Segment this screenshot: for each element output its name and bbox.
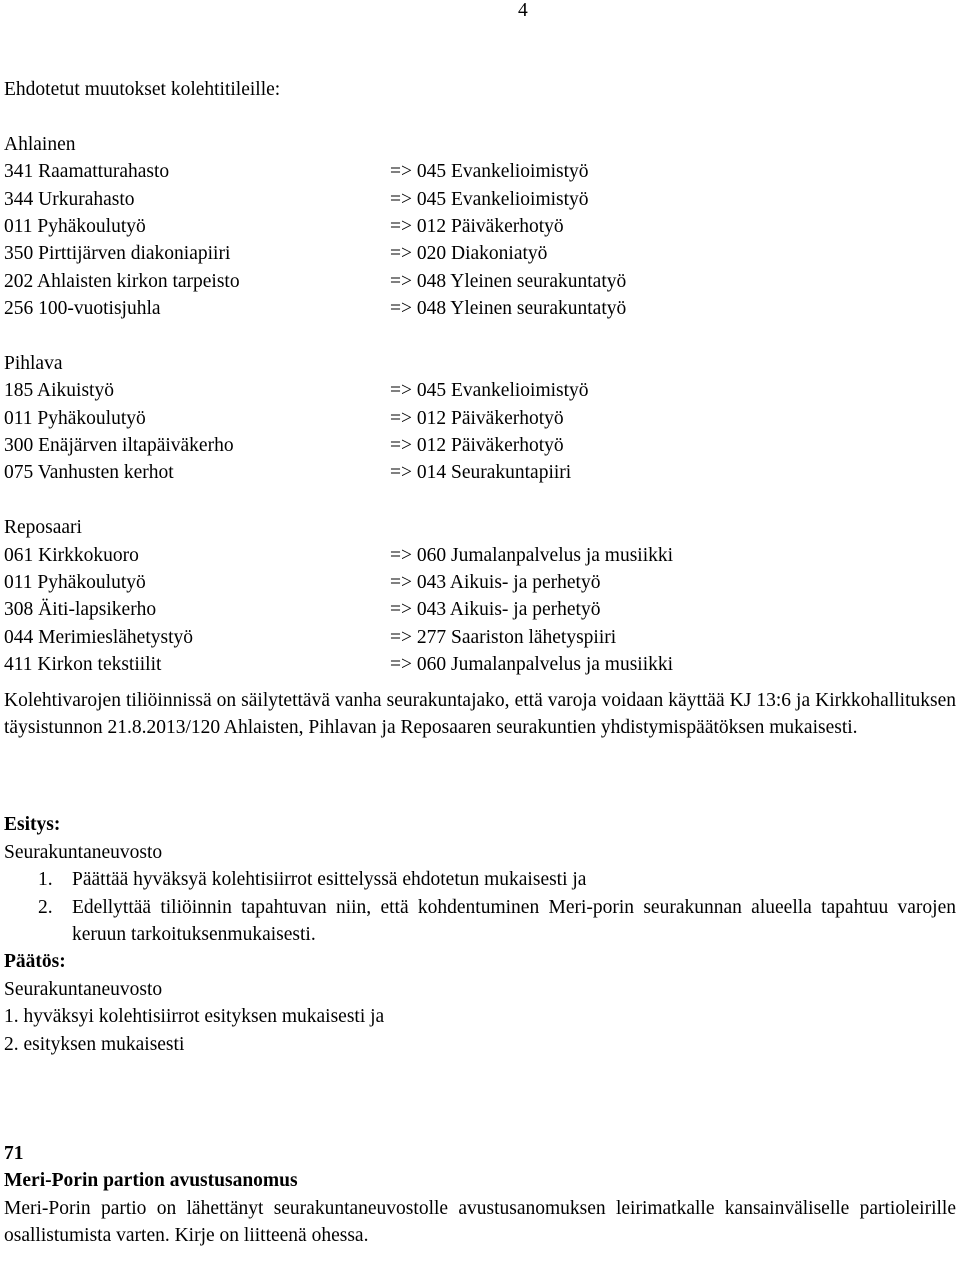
account-from: 061 Kirkkokuoro [4, 544, 139, 566]
account-to: => 012 Päiväkerhotyö [390, 435, 564, 457]
section-body: Meri-Porin partio on lähettänyt seurakuntaneuvostolle avustusanomuksen leirimatkalle kansainväliselle partioleirille osallistumista varten. Kirje on liitteenä ohessa. [4, 1197, 956, 1247]
group-title-ahlainen: Ahlainen [4, 133, 76, 155]
account-to: => 045 Evankelioimistyö [390, 161, 589, 183]
account-to: => 048 Yleinen seurakuntatyö [390, 270, 627, 292]
account-to: => 045 Evankelioimistyö [390, 188, 589, 210]
account-row [4, 268, 956, 295]
esitys-item-number: 1. [38, 869, 53, 891]
esitys-item-text: Päättää hyväksyä kolehtisiirrot esittelyssä ehdotetun mukaisesti ja [72, 869, 587, 891]
account-from: 411 Kirkon tekstiilit [4, 654, 162, 676]
account-from: 344 Urkurahasto [4, 188, 135, 210]
account-from: 341 Raamatturahasto [4, 161, 170, 183]
account-to: => 048 Yleinen seurakuntatyö [390, 298, 627, 320]
account-to: => 012 Päiväkerhotyö [390, 215, 564, 237]
account-row [4, 405, 956, 432]
account-row [4, 542, 956, 569]
section-title: Meri-Porin partion avustusanomus [4, 1170, 298, 1192]
account-from: 011 Pyhäkoulutyö [4, 407, 146, 429]
esitys-label: Esitys: [4, 814, 61, 836]
esitys-item-number: 2. [38, 896, 53, 918]
account-from: 185 Aikuistyö [4, 380, 114, 402]
account-from: 350 Pirttijärven diakoniapiiri [4, 243, 231, 265]
account-row [4, 596, 956, 623]
account-row [4, 377, 956, 404]
account-from: 044 Merimieslähetystyö [4, 626, 194, 648]
account-row [4, 213, 956, 240]
account-to: => 043 Aikuis- ja perhetyö [390, 572, 601, 594]
page-number: 4 [518, 0, 528, 21]
group-title-pihlava: Pihlava [4, 352, 63, 374]
esitys-item [4, 894, 956, 949]
account-to: => 045 Evankelioimistyö [390, 380, 589, 402]
paatos-body: Seurakuntaneuvosto [4, 978, 163, 1000]
account-row [4, 432, 956, 459]
paatos-item: 2. esityksen mukaisesti [4, 1033, 185, 1055]
account-to: => 012 Päiväkerhotyö [390, 407, 564, 429]
account-from: 256 100-vuotisjuhla [4, 298, 161, 320]
paatos-label: Päätös: [4, 951, 66, 973]
account-row [4, 569, 956, 596]
account-row [4, 186, 956, 213]
account-from: 308 Äiti-lapsikerho [4, 599, 157, 621]
account-row [4, 158, 956, 185]
note-paragraph: Kolehtivarojen tiliöinnissä on säilytettävä vanha seurakuntajako, että varoja voidaan käyttää KJ 13:6 ja Kirkkohallituksen täysistunnon 21.8.2013/120 Ahlaisten, Pihlavan ja Reposaaren seurakuntien yhdistymispäätöksen mukaisesti. [4, 689, 956, 738]
esitys-item-text: Edellyttää tiliöinnin tapahtuvan niin, että kohdentuminen Meri-porin seurakunnan alueella tapahtuu varojen keruun tarkoituksenmukaisesti. [72, 896, 956, 945]
account-to: => 020 Diakoniatyö [390, 243, 548, 265]
esitys-item [4, 866, 956, 893]
account-from: 300 Enäjärven iltapäiväkerho [4, 435, 234, 457]
account-from: 075 Vanhusten kerhot [4, 462, 174, 484]
account-row [4, 240, 956, 267]
heading: Ehdotetut muutokset kolehtitileille: [4, 79, 281, 100]
account-row [4, 295, 956, 322]
paatos-item: 1. hyväksyi kolehtisiirrot esityksen mukaisesti ja [4, 1006, 385, 1028]
account-to: => 277 Saariston lähetyspiiri [390, 626, 617, 648]
esitys-body: Seurakuntaneuvosto [4, 841, 163, 863]
account-row [4, 624, 956, 651]
document-body [4, 76, 956, 1250]
account-to: => 060 Jumalanpalvelus ja musiikki [390, 654, 674, 676]
account-to: => 060 Jumalanpalvelus ja musiikki [390, 544, 674, 566]
account-from: 011 Pyhäkoulutyö [4, 215, 146, 237]
account-row [4, 459, 956, 486]
section-number: 71 [4, 1143, 24, 1164]
account-row [4, 651, 956, 678]
account-from: 011 Pyhäkoulutyö [4, 572, 146, 594]
group-title-reposaari: Reposaari [4, 517, 82, 539]
account-to: => 043 Aikuis- ja perhetyö [390, 599, 601, 621]
account-to: => 014 Seurakuntapiiri [390, 462, 572, 484]
account-from: 202 Ahlaisten kirkon tarpeisto [4, 270, 240, 292]
